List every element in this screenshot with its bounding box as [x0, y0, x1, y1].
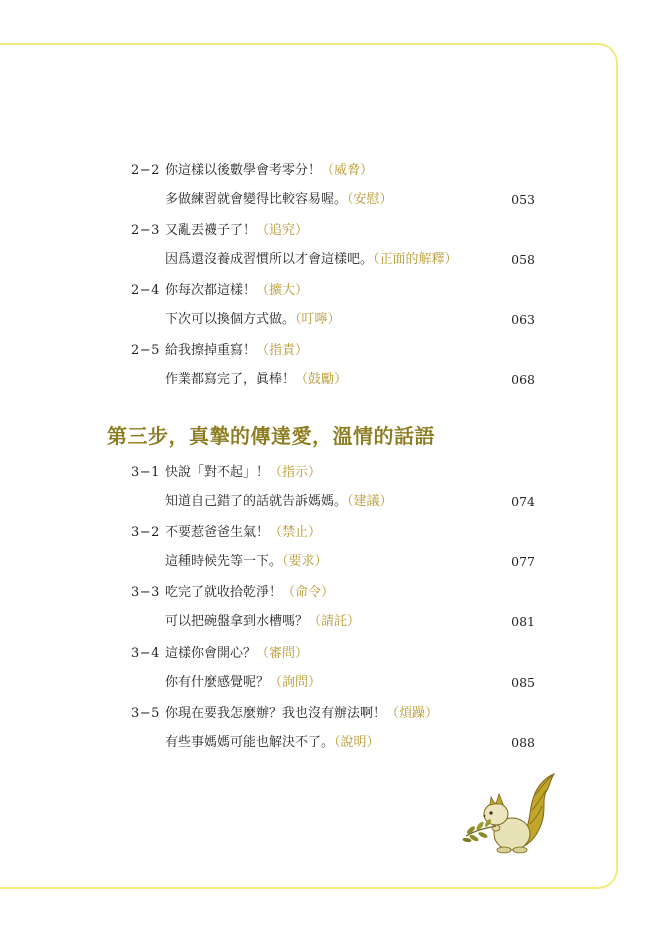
entry-title-tag: （審問）: [256, 646, 309, 661]
entry-number: 3−5: [131, 706, 160, 721]
entry-subtitle: 多做練習就會變得比較容易喔。（安慰）: [165, 192, 393, 207]
entry-subtitle: 作業都寫完了，眞棒！（鼓勵）: [165, 372, 348, 387]
entry-subtitle: 下次可以換個方式做。（叮嚀）: [165, 312, 341, 327]
entry-title: 你現在要我怎麼辦？我也沒有辦法啊！（煩躁）: [165, 706, 439, 721]
entry-title: 不要惹爸爸生氣！（禁止）: [165, 525, 322, 540]
entry-number: 2−5: [131, 343, 160, 358]
toc-entry[interactable]: [0, 464, 663, 524]
page-number: 074: [511, 494, 535, 509]
toc-entry[interactable]: [0, 162, 663, 222]
entry-title-tag: （擴大）: [256, 283, 309, 298]
entry-subtitle: 有些事媽媽可能也解決不了。（說明）: [165, 735, 380, 750]
entry-title: 給我擦掉重寫！（指責）: [165, 343, 309, 358]
entry-title-tag: （追究）: [256, 223, 309, 238]
page-number: 085: [511, 675, 535, 690]
entry-number: 2−3: [131, 223, 160, 238]
entry-title: 吃完了就收拾乾淨！（命令）: [165, 585, 335, 600]
entry-number: 2−2: [131, 163, 160, 178]
entry-title: 又亂丟襪子了！（追究）: [165, 223, 309, 238]
entry-subtitle: 因爲還沒養成習慣所以才會這樣吧。（正面的解釋）: [165, 252, 458, 267]
page-number: 068: [511, 372, 535, 387]
toc-entry[interactable]: [0, 584, 663, 644]
toc-entry[interactable]: [0, 342, 663, 402]
squirrel-illustration: [462, 766, 558, 858]
entry-title: 你每次都這樣！（擴大）: [165, 283, 309, 298]
entry-subtitle: 可以把碗盤拿到水槽嗎？（請託）: [165, 614, 361, 629]
entry-subtitle-tag: （叮嚀）: [295, 312, 341, 327]
entry-subtitle: 知道自己錯了的話就告訴媽媽。（建議）: [165, 494, 393, 509]
section-title: 第三步，真摯的傳達愛，溫情的話語: [107, 424, 435, 448]
toc-entry[interactable]: [0, 282, 663, 342]
entry-title-tag: （指責）: [256, 343, 309, 358]
entry-subtitle-tag: （要求）: [282, 554, 328, 569]
entry-title: 快說「對不起」！（指示）: [165, 465, 322, 480]
entry-subtitle-tag: （詢問）: [269, 675, 322, 690]
toc-entry[interactable]: [0, 222, 663, 282]
page-number: 077: [511, 554, 535, 569]
entry-title: 你這樣以後數學會考零分！（威脅）: [165, 163, 374, 178]
entry-title-tag: （命令）: [282, 585, 335, 600]
entry-number: 3−2: [131, 525, 160, 540]
page-number: 053: [511, 192, 535, 207]
toc-entry[interactable]: [0, 645, 663, 705]
page-number: 088: [511, 735, 535, 750]
page-number: 058: [511, 252, 535, 267]
entry-number: 3−3: [131, 585, 160, 600]
entry-title-tag: （威脅）: [321, 163, 374, 178]
entry-subtitle: 你有什麼感覺呢？（詢問）: [165, 675, 322, 690]
entry-subtitle-tag: （說明）: [334, 735, 380, 750]
entry-number: 3−1: [131, 465, 160, 480]
entry-subtitle-tag: （請託）: [308, 614, 361, 629]
entry-number: 3−4: [131, 646, 160, 661]
entry-subtitle-tag: （安慰）: [347, 192, 393, 207]
entry-subtitle: 這種時候先等一下。（要求）: [165, 554, 328, 569]
page-number: 081: [511, 614, 535, 629]
entry-subtitle-tag: （建議）: [347, 494, 393, 509]
toc-entry[interactable]: [0, 524, 663, 584]
toc-entry[interactable]: [0, 705, 663, 765]
entry-title: 這樣你會開心？（審問）: [165, 646, 309, 661]
entry-title-tag: （禁止）: [269, 525, 322, 540]
page-number: 063: [511, 312, 535, 327]
entry-title-tag: （煩躁）: [386, 706, 439, 721]
entry-title-tag: （指示）: [269, 465, 322, 480]
entry-subtitle-tag: （鼓勵）: [295, 372, 348, 387]
entry-number: 2−4: [131, 283, 160, 298]
entry-subtitle-tag: （正面的解釋）: [373, 252, 458, 267]
